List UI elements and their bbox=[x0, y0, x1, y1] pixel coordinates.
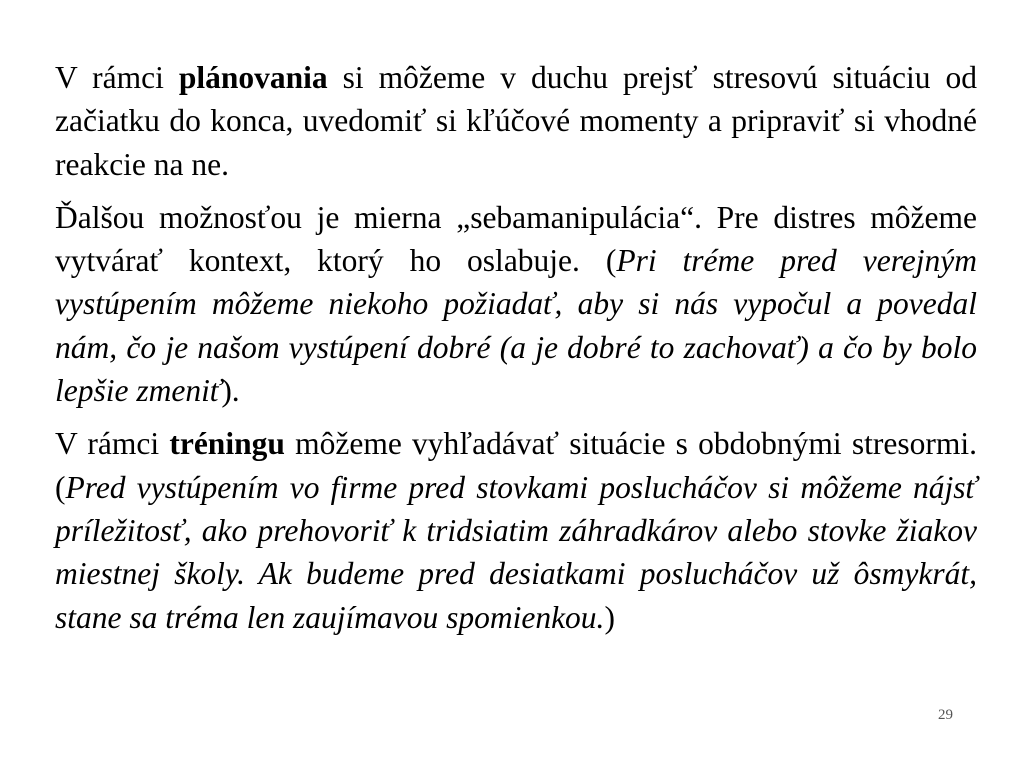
paragraph-text: ). bbox=[221, 373, 240, 409]
page-number: 29 bbox=[938, 707, 953, 723]
paragraph-self-manipulation bbox=[55, 196, 977, 412]
italic-example-text: Pred vystúpením vo firme pred stovkami poslucháčov si môžeme nájsť príležitosť, ako prehovoriť k tridsiatim záhradkárov alebo stovke žiakov miestnej školy. Ak budeme pred desiatkami poslucháčov už ôsmykrát, stane sa tréma len zaujímavou spomienkou. bbox=[55, 469, 977, 635]
paragraph-planning bbox=[55, 56, 977, 186]
paragraph-text: ) bbox=[604, 599, 615, 635]
paragraph-text: Ďalšou možnosťou je mierna „sebamanipulácia“. Pre distres môžeme vytvárať kontext, ktorý ho oslabuje. ( bbox=[55, 199, 977, 279]
italic-example-text: Pri tréme pred verejným vystúpením môžeme niekoho požiadať, aby si nás vypočul a povedal nám, čo je našom vystúpení dobré (a je dobré to zachovať) a čo by bolo lepšie zmeniť bbox=[55, 243, 977, 409]
bold-term-training: tréningu bbox=[169, 426, 285, 462]
paragraph-text: V rámci bbox=[55, 426, 170, 462]
paragraph-text: V rámci bbox=[55, 60, 179, 95]
bold-term-planning: plánovania bbox=[178, 60, 328, 95]
paragraph-text: si môžeme v duchu prejsť stresovú situáciu od začiatku do konca, uvedomiť si kľúčové momenty a pripraviť si vhodné reakcie na ne. bbox=[55, 60, 977, 182]
paragraph-training bbox=[55, 422, 977, 638]
paragraph-text: môžeme vyhľadávať situácie s obdobnými stresormi. ( bbox=[55, 426, 977, 505]
slide-body bbox=[55, 56, 977, 649]
